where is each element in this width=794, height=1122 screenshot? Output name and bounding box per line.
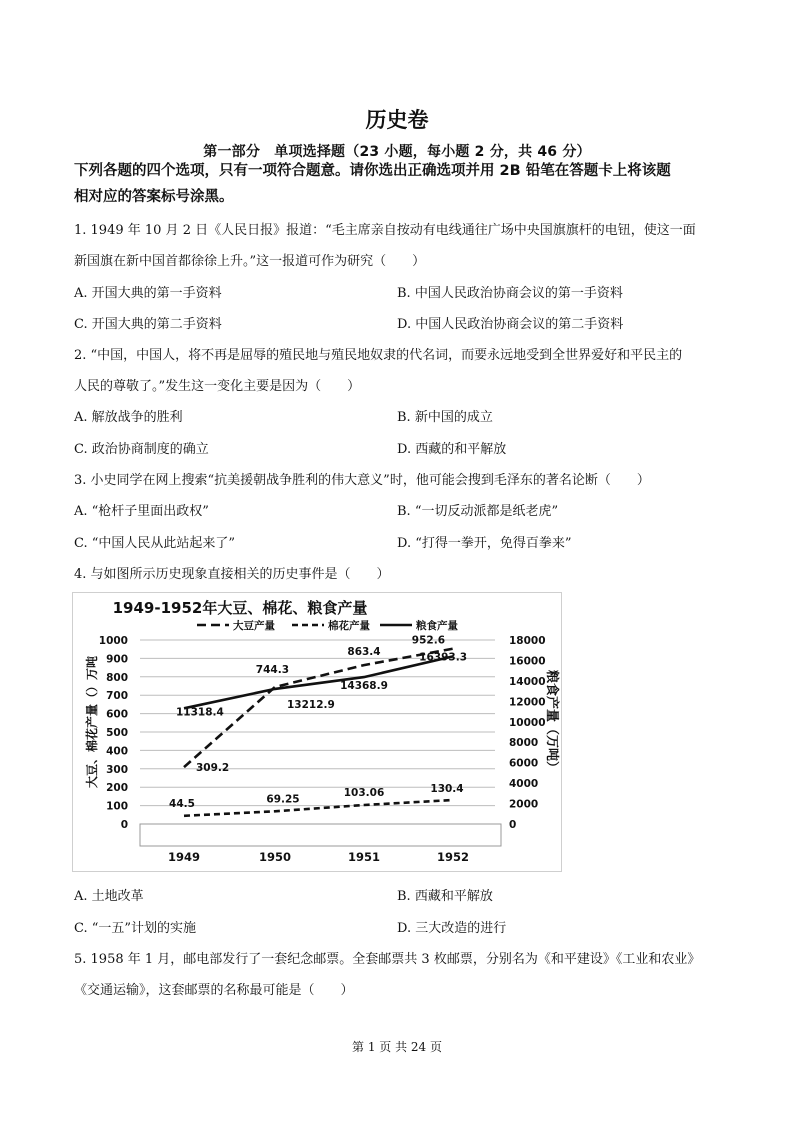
q2-option-c: C. 政治协商制度的确立 <box>74 442 209 457</box>
q2-option-d: D. 西藏的和平解放 <box>397 442 507 457</box>
q3-option-b: B. “一切反动派都是纸老虎” <box>397 504 559 519</box>
data-label: 130.4 <box>430 783 464 796</box>
chart-svg <box>72 592 562 872</box>
q4-option-a: A. 土地改革 <box>74 889 144 904</box>
data-label: 16393.3 <box>419 651 467 664</box>
q3-option-d: D. “打得一拳开，免得百拳来” <box>397 536 572 551</box>
production-chart <box>72 592 562 872</box>
right-tick-label: 4000 <box>509 778 539 791</box>
section-heading: 第一部分 单项选择题（23 小题，每小题 2 分，共 46 分） <box>203 144 591 160</box>
legend-label: 棉花产量 <box>328 620 370 632</box>
q1-stem-line-1: 1. 1949 年 10 月 2 日《人民日报》报道：“毛主席亲自按动有电线通往广场中央国旗旗杆的电钮，使这一面 <box>74 223 696 238</box>
q3-stem: 3. 小史同学在网上搜索“抗美援朝战争胜利的伟大意义”时，他可能会搜到毛泽东的著名论断（ ） <box>74 473 650 488</box>
right-tick-label: 2000 <box>509 798 539 811</box>
page-footer: 第 1 页 共 24 页 <box>352 1040 442 1054</box>
q3-option-a: A. “枪杆子里面出政权” <box>74 504 209 519</box>
chart-legend <box>197 619 458 632</box>
q1-option-d: D. 中国人民政治协商会议的第二手资料 <box>397 317 624 332</box>
instruction-line-2: 相对应的答案标号涂黑。 <box>74 189 234 205</box>
left-tick-label: 1000 <box>98 635 128 647</box>
data-label: 14368.9 <box>340 680 388 693</box>
data-label: 69.25 <box>266 793 300 806</box>
x-tick-label: 1950 <box>258 850 292 864</box>
q1-stem-line-2: 新国旗在新中国首都徐徐上升。”这一报道可作为研究（ ） <box>74 254 426 269</box>
right-tick-label: 18000 <box>509 635 546 647</box>
left-tick-label: 600 <box>106 708 128 721</box>
x-tick-label: 1949 <box>167 850 201 864</box>
q4-option-c: C. “一五”计划的实施 <box>74 921 197 936</box>
data-label: 44.5 <box>169 797 195 810</box>
q2-option-b: B. 新中国的成立 <box>397 410 493 425</box>
left-tick-label: 800 <box>106 671 128 684</box>
right-tick-label: 16000 <box>509 655 546 668</box>
chart-title: 1949-1952年大豆、棉花、粮食产量 <box>112 599 368 617</box>
right-tick-label: 12000 <box>509 696 546 709</box>
left-tick-label: 100 <box>106 800 128 813</box>
right-tick-label: 6000 <box>509 757 539 770</box>
left-axis-label: 大豆、棉花产量（）万吨 <box>85 655 99 789</box>
left-tick-label: 700 <box>106 690 128 703</box>
q5-stem-line-1: 5. 1958 年 1 月，邮电部发行了一套纪念邮票。全套邮票共 3 枚邮票，分别名为《和平建设》《工业和农业》 <box>74 952 701 967</box>
left-tick-label: 400 <box>106 745 128 758</box>
right-tick-label: 10000 <box>509 716 546 729</box>
q3-option-c: C. “中国人民从此站起来了” <box>74 536 236 551</box>
legend-label: 粮食产量 <box>416 620 458 632</box>
right-tick-label: 0 <box>509 819 517 831</box>
data-label: 952.6 <box>411 634 445 647</box>
page-title: 历史卷 <box>365 108 429 132</box>
data-label: 309.2 <box>196 762 230 775</box>
q4-option-d: D. 三大改造的进行 <box>397 921 507 936</box>
left-tick-label: 900 <box>106 653 128 666</box>
q4-stem: 4. 与如图所示历史现象直接相关的历史事件是（ ） <box>74 567 390 582</box>
q2-stem-line-2: 人民的尊敬了。”发生这一变化主要是因为（ ） <box>74 379 361 394</box>
data-label: 11318.4 <box>176 706 224 719</box>
q5-stem-line-2: 《交通运输》，这套邮票的名称最可能是（ ） <box>74 983 354 998</box>
left-tick-label: 0 <box>120 819 128 831</box>
instruction-line-1: 下列各题的四个选项，只有一项符合题意。请你选出正确选项并用 2B 铅笔在答题卡上将该题 <box>74 163 671 179</box>
right-tick-label: 14000 <box>509 675 546 688</box>
data-label: 744.3 <box>255 664 289 677</box>
data-label: 13212.9 <box>287 698 335 711</box>
q2-stem-line-1: 2. “中国，中国人，将不再是屈辱的殖民地与殖民地奴隶的代名词，而要永远地受到全世界爱好和平民主的 <box>74 348 683 363</box>
q4-option-b: B. 西藏和平解放 <box>397 889 493 904</box>
data-label: 103.06 <box>343 787 385 800</box>
q1-option-c: C. 开国大典的第二手资料 <box>74 317 222 332</box>
right-axis-label: 粮食产量（万吨） <box>544 669 559 775</box>
left-tick-label: 300 <box>106 763 128 776</box>
left-tick-label: 200 <box>106 782 128 795</box>
x-tick-label: 1952 <box>436 850 470 864</box>
left-tick-label: 500 <box>106 727 128 739</box>
q1-option-a: A. 开国大典的第一手资料 <box>74 286 222 301</box>
q2-option-a: A. 解放战争的胜利 <box>74 410 183 425</box>
q1-option-b: B. 中国人民政治协商会议的第一手资料 <box>397 286 623 301</box>
legend-label: 大豆产量 <box>233 620 275 632</box>
x-tick-label: 1951 <box>347 850 381 864</box>
right-tick-label: 8000 <box>509 737 539 750</box>
data-label: 863.4 <box>347 646 381 659</box>
